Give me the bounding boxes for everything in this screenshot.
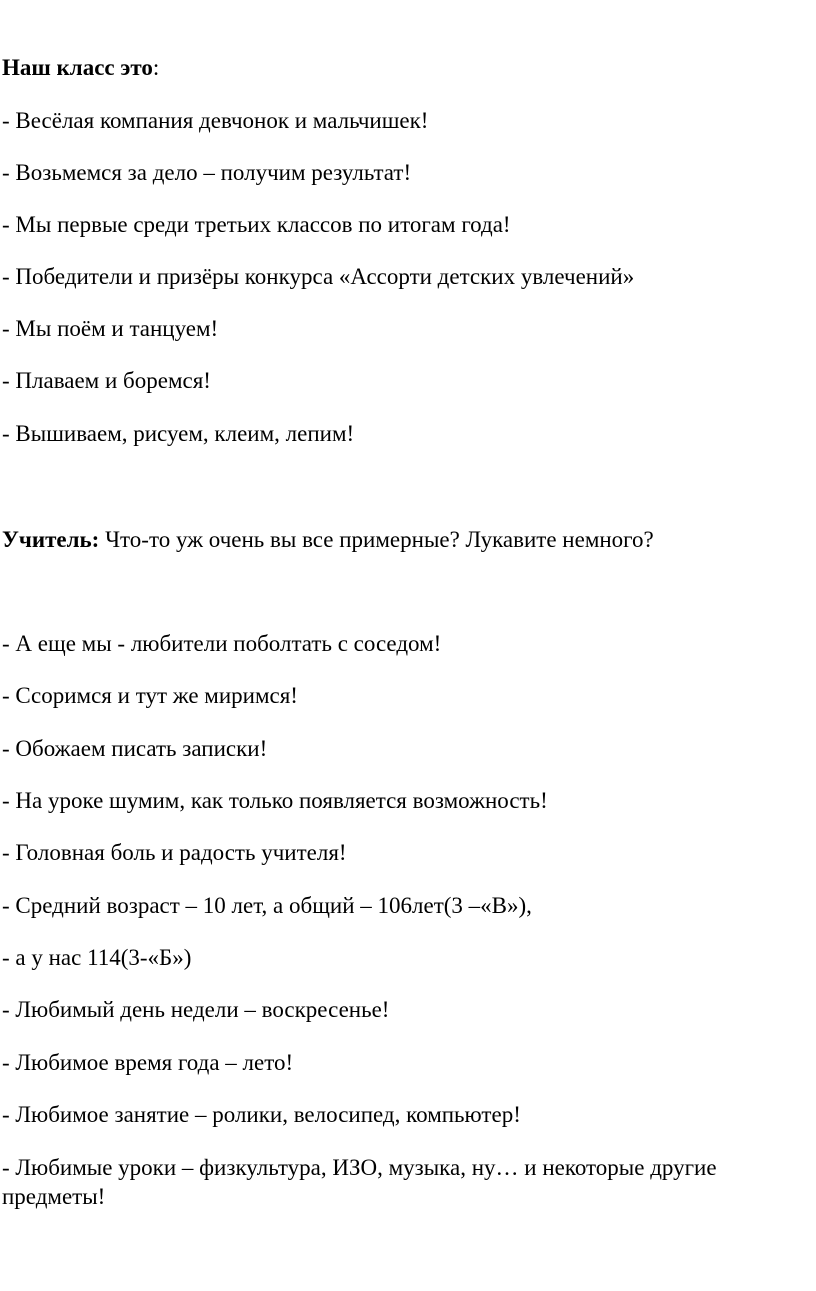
heading-colon: : <box>152 55 160 80</box>
answer-line: - Средний возраст – 10 лет, а общий – 106лет(3 –«В»), <box>2 893 532 918</box>
teacher-label: Учитель: <box>2 527 100 552</box>
class-line: - Плаваем и боремся! <box>2 368 211 393</box>
answer-line: - Головная боль и радость учителя! <box>2 840 347 865</box>
class-line: - Победители и призёры конкурса «Ассорти детских увлечений» <box>2 264 635 289</box>
teacher-text: Что-то уж очень вы все примерные? Лукавите немного? <box>99 527 654 552</box>
class-line: - Вышиваем, рисуем, клеим, лепим! <box>2 421 355 446</box>
answer-line: - На уроке шумим, как только появляется возможность! <box>2 788 548 813</box>
class-line: - Весёлая компания девчонок и мальчишек! <box>2 108 429 133</box>
answer-line: - Ссоримся и тут же миримся! <box>2 683 298 708</box>
favorite-subjects-line: - Любимые уроки – физкультура, ИЗО, музыка, ну… и некоторые другие предметы! <box>2 1155 717 1209</box>
class-line: - Мы поём и танцуем! <box>2 316 219 341</box>
answer-line: - а у нас 114(3-«Б») <box>2 945 192 970</box>
class-line: - Мы первые среди третьих классов по итогам года! <box>2 212 511 237</box>
answer-line: - Любимое занятие – ролики, велосипед, компьютер! <box>2 1102 521 1127</box>
answer-line: - Обожаем писать записки! <box>2 736 268 761</box>
answer-line: - А еще мы - любители поболтать с соседом! <box>2 631 442 656</box>
answer-line: - Любимый день недели – воскресенье! <box>2 997 390 1022</box>
heading-label: Наш класс это <box>2 55 153 80</box>
teacher-line <box>2 526 654 554</box>
heading <box>2 54 159 82</box>
answer-line: - Любимое время года – лето! <box>2 1050 294 1075</box>
class-line: - Возьмемся за дело – получим результат! <box>2 160 412 185</box>
